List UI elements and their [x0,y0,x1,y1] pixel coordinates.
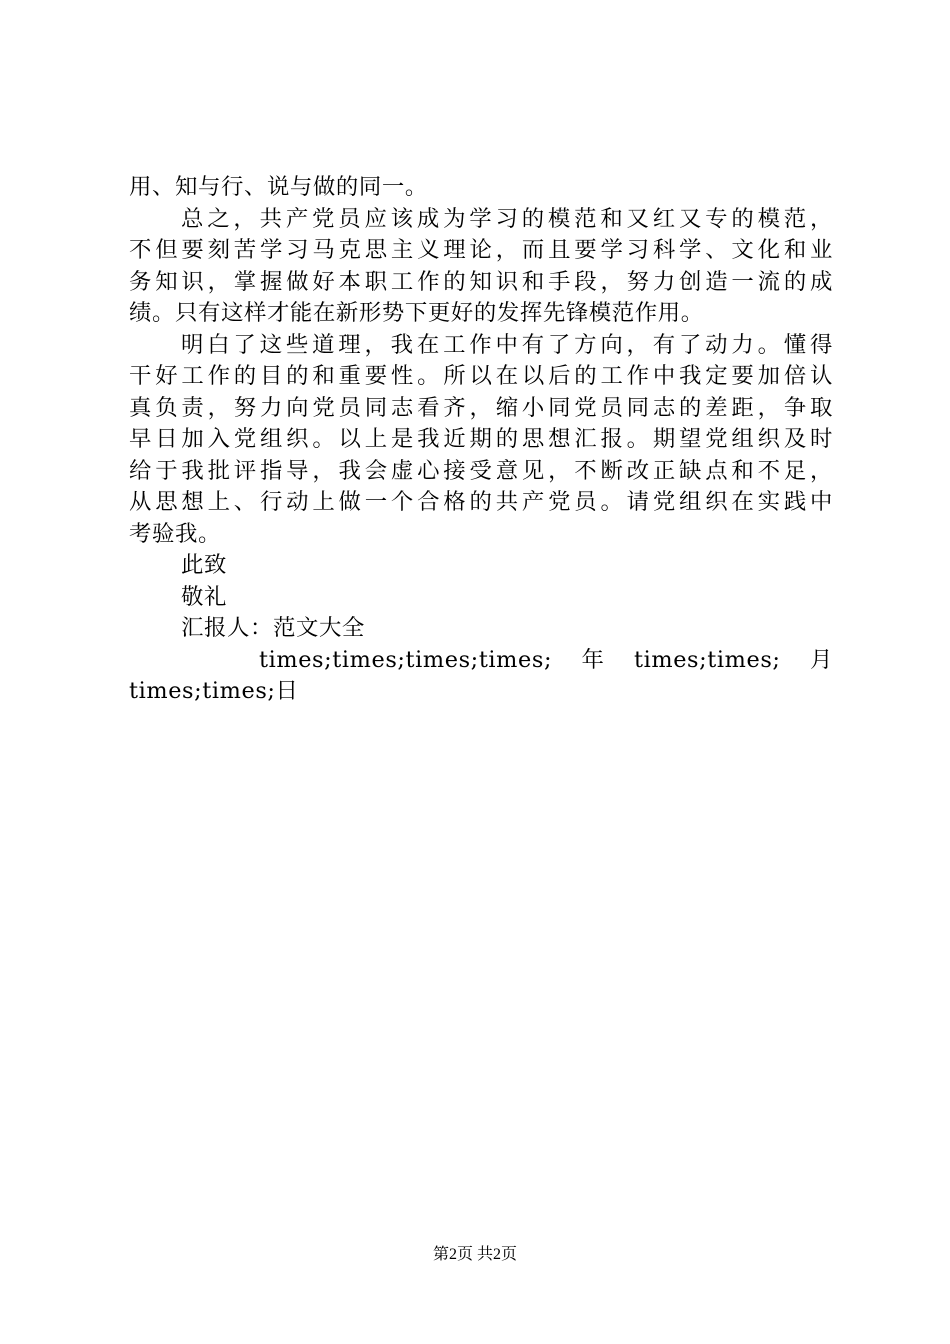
text-line: 不但要刻苦学习马克思主义理论，而且要学习科学、文化和业 [129,237,833,263]
reporter-signature: 汇报人：范文大全 [181,615,365,641]
text-line: 给于我批评指导，我会虚心接受意见，不断改正缺点和不足， [129,457,833,484]
closing-regards: 敬礼 [181,583,227,610]
text-line: 考验我。 [129,520,221,547]
text-line: 真负责，努力向党员同志看齐，缩小同党员同志的差距，争取 [129,394,833,421]
document-body [129,172,833,708]
text-line: 明白了这些道理，我在工作中有了方向，有了动力。懂得 [181,331,833,358]
text-line: 干好工作的目的和重要性。所以在以后的工作中我定要加倍认 [129,363,833,389]
text-line: 总之，共产党员应该成为学习的模范和又红又专的模范， [181,205,833,232]
text-line: 用、知与行、说与做的同一。 [129,174,428,200]
date-line-continued: times;times;日 [129,678,299,704]
text-line: 早日加入党组织。以上是我近期的思想汇报。期望党组织及时 [129,426,833,452]
text-line: 务知识，掌握做好本职工作的知识和手段，努力创造一流的成 [129,268,833,295]
date-line: times;times;times;times; 年 times;times; 月 [259,646,833,673]
page-number-footer: 第2页 共2页 [432,1246,517,1263]
text-line: 绩。只有这样才能在新形势下更好的发挥先锋模范作用。 [129,300,704,326]
closing-salutation: 此致 [181,552,227,578]
text-line: 从思想上、行动上做一个合格的共产党员。请党组织在实践中 [129,489,833,515]
